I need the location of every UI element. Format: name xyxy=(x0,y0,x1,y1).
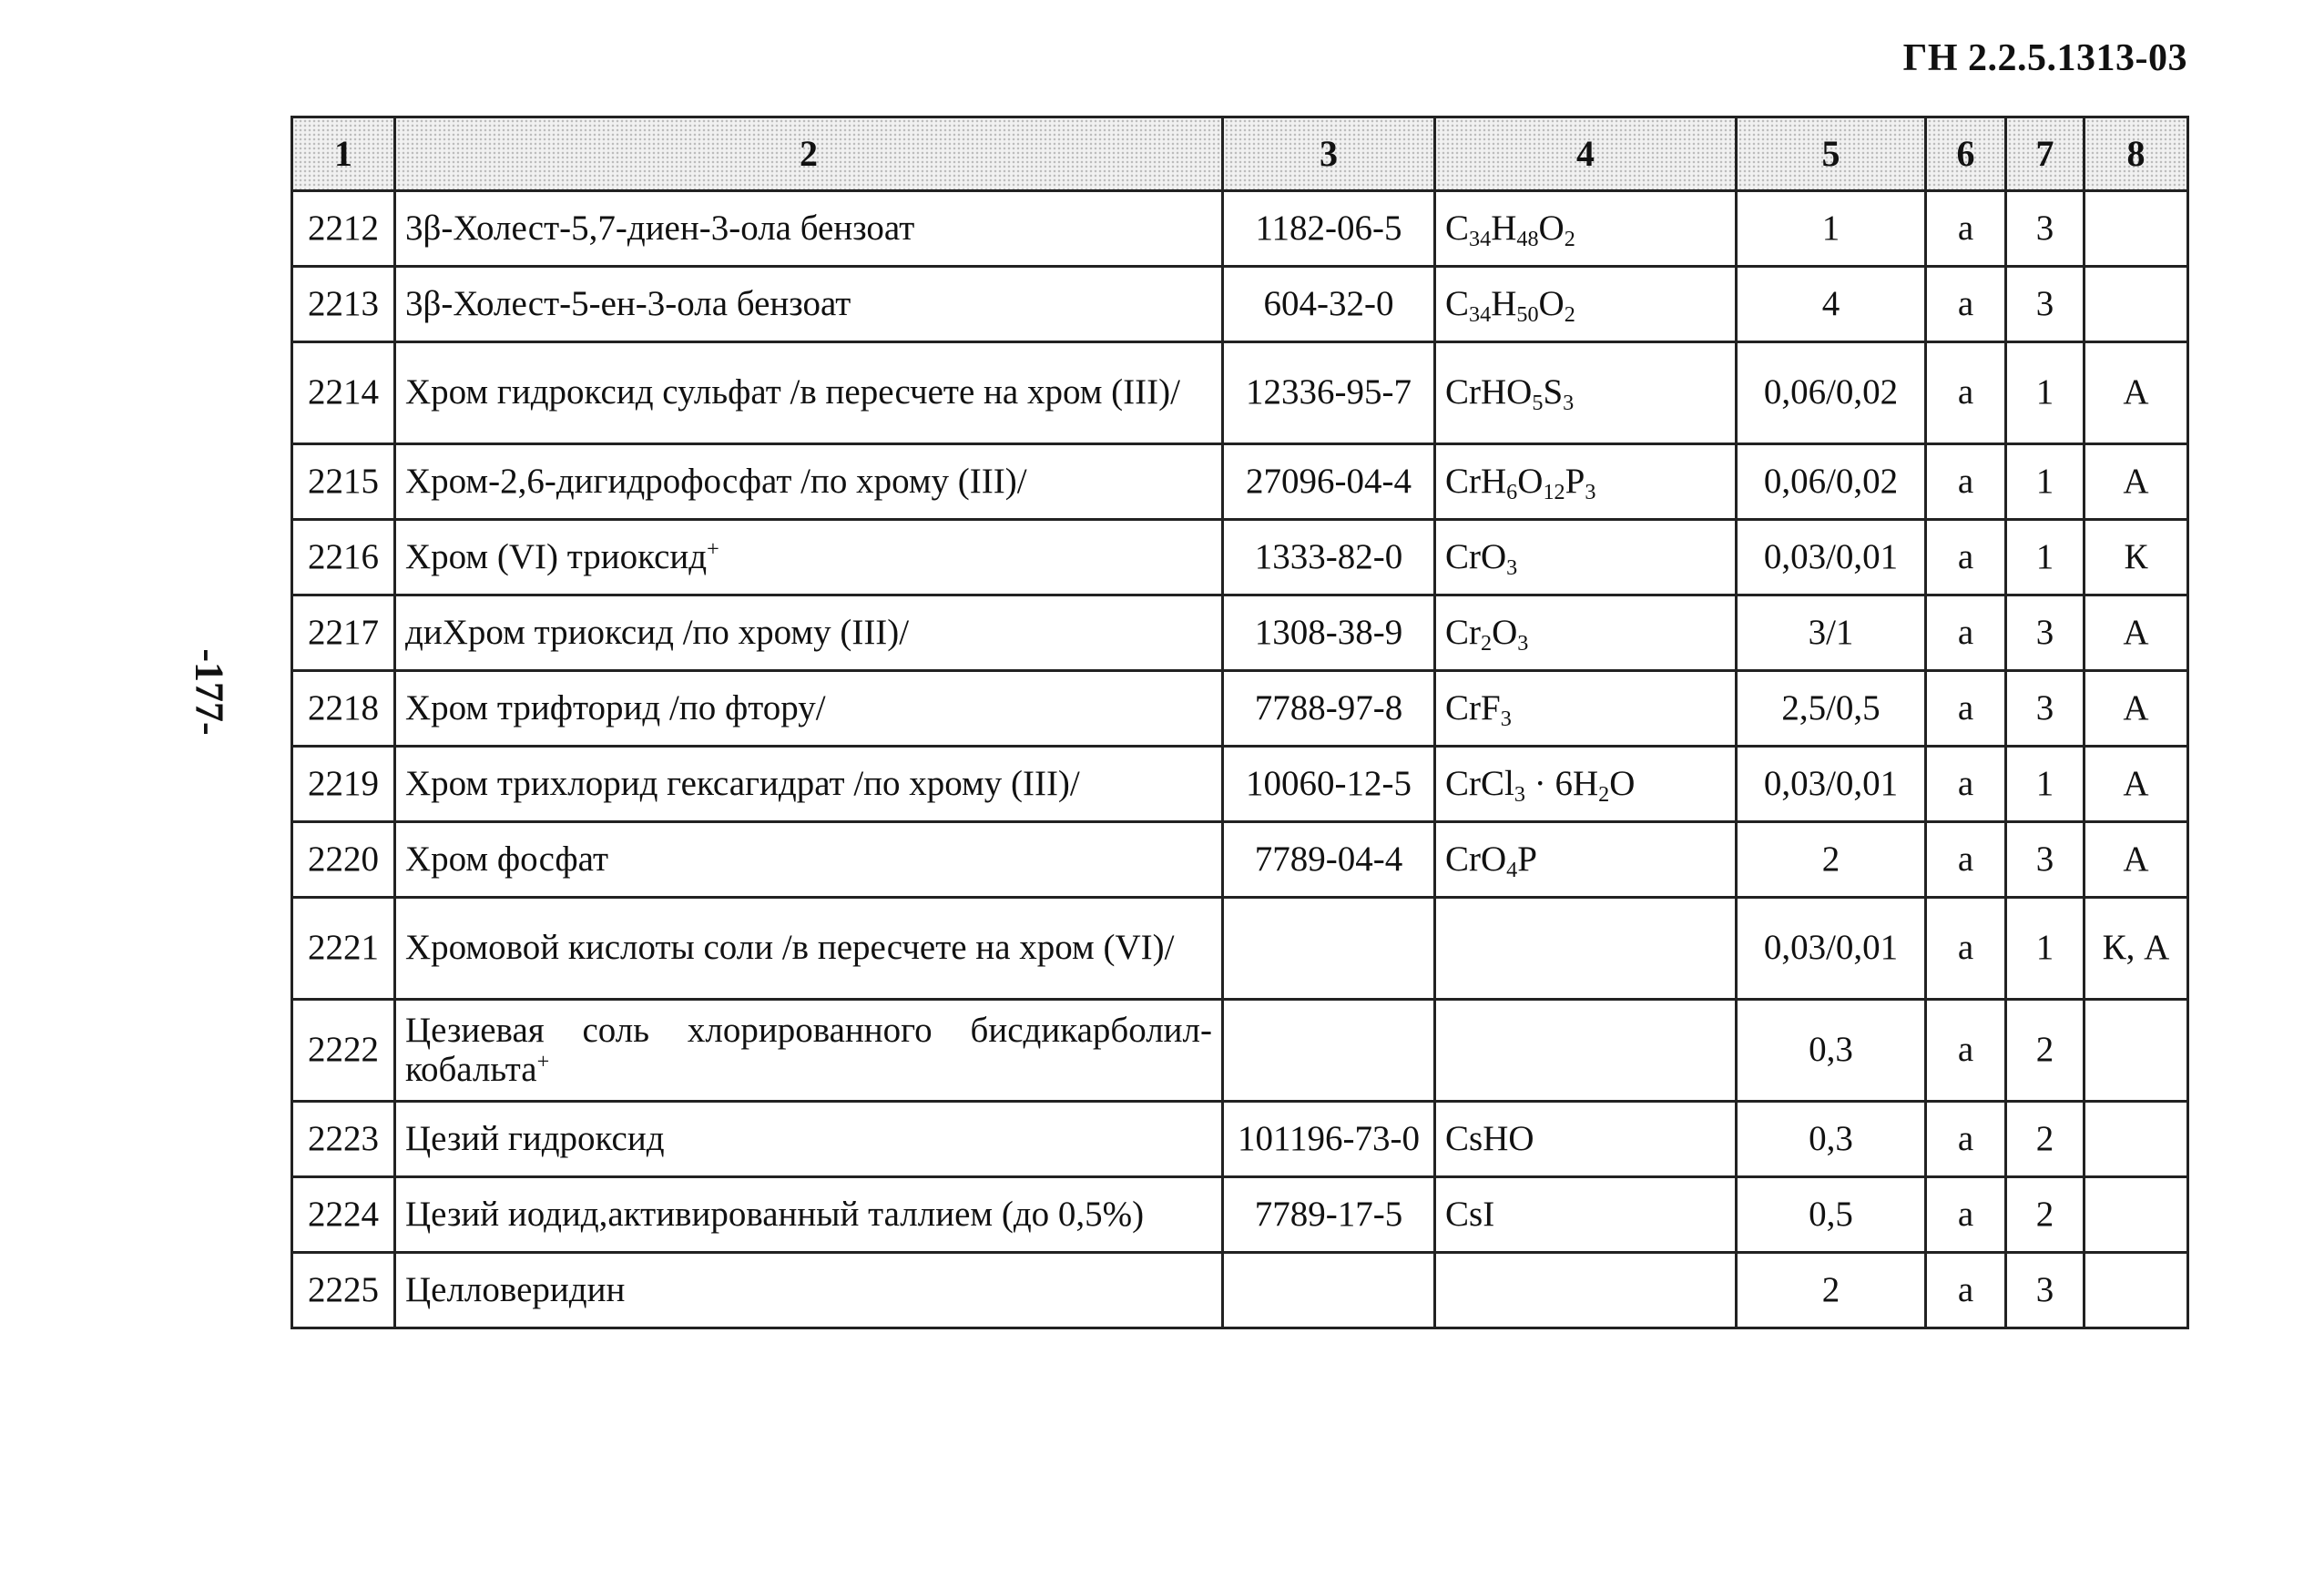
effect-note-cell xyxy=(2084,191,2188,267)
substance-name-cell xyxy=(395,747,1223,822)
limit-value-cell: 0,06/0,02 xyxy=(1737,342,1926,444)
table-row xyxy=(292,822,2188,898)
substance-name-cell xyxy=(395,1102,1223,1177)
effect-note-cell xyxy=(2084,1177,2188,1253)
page-number: -177- xyxy=(187,648,232,736)
formula-subscript: 34 xyxy=(1469,226,1492,251)
formula-part: P xyxy=(1565,461,1585,501)
limit-value-cell: 3/1 xyxy=(1737,595,1926,671)
formula-subscript: 3 xyxy=(1514,781,1525,807)
aggregate-state-cell: а xyxy=(1926,1000,2006,1102)
formula-cell xyxy=(1435,671,1737,747)
table-row xyxy=(292,671,2188,747)
column-header: 7 xyxy=(2006,117,2084,191)
formula-part: H xyxy=(1491,283,1517,323)
hazard-class-cell: 3 xyxy=(2006,822,2084,898)
substance-name: диХром триоксид /по хрому (III)/ xyxy=(405,612,910,652)
effect-note-cell xyxy=(2084,1102,2188,1177)
formula-cell xyxy=(1435,520,1737,595)
formula-subscript: 12 xyxy=(1543,479,1565,504)
effect-note-cell: А xyxy=(2084,822,2188,898)
formula-cell xyxy=(1435,1102,1737,1177)
formula-subscript: 3 xyxy=(1500,706,1512,731)
substance-name: Хромовой кислоты соли /в пересчете на хром (VI)/ xyxy=(405,928,1175,968)
formula-subscript: 6 xyxy=(1506,479,1518,504)
cas-number-cell xyxy=(1223,1253,1435,1328)
formula-cell xyxy=(1435,1000,1737,1102)
substance-name-cell xyxy=(395,822,1223,898)
table-row xyxy=(292,1102,2188,1177)
effect-note-cell: К xyxy=(2084,520,2188,595)
cas-number-cell xyxy=(1223,898,1435,1000)
substance-name: Хром гидроксид сульфат /в пересчете на хром (III)/ xyxy=(405,372,1180,412)
limit-value-cell: 0,3 xyxy=(1737,1102,1926,1177)
formula-cell xyxy=(1435,1177,1737,1253)
cas-number-cell: 27096-04-4 xyxy=(1223,444,1435,520)
hazard-class-cell: 1 xyxy=(2006,444,2084,520)
column-header: 2 xyxy=(395,117,1223,191)
row-number-cell: 2224 xyxy=(292,1177,395,1253)
formula-part: CrHO xyxy=(1445,372,1533,412)
row-number-cell: 2215 xyxy=(292,444,395,520)
hazard-class-cell: 3 xyxy=(2006,1253,2084,1328)
formula-part: C xyxy=(1445,283,1470,323)
substance-name-cell xyxy=(395,1253,1223,1328)
cas-number-cell: 101196-73-0 xyxy=(1223,1102,1435,1177)
substance-name-cell xyxy=(395,191,1223,267)
limit-value-cell: 2,5/0,5 xyxy=(1737,671,1926,747)
row-number-cell: 2221 xyxy=(292,898,395,1000)
effect-note-cell: А xyxy=(2084,671,2188,747)
effect-note-cell: А xyxy=(2084,342,2188,444)
substance-name-cell xyxy=(395,671,1223,747)
row-number-cell: 2223 xyxy=(292,1102,395,1177)
limit-value-cell: 1 xyxy=(1737,191,1926,267)
aggregate-state-cell: а xyxy=(1926,267,2006,342)
formula-part: C xyxy=(1445,208,1470,248)
formula-cell xyxy=(1435,342,1737,444)
hazard-mark: + xyxy=(536,1049,550,1074)
effect-note-cell: К, А xyxy=(2084,898,2188,1000)
row-number-cell: 2222 xyxy=(292,1000,395,1102)
substance-name-cell xyxy=(395,898,1223,1000)
row-number-cell: 2212 xyxy=(292,191,395,267)
limit-value-cell: 4 xyxy=(1737,267,1926,342)
hazard-class-cell: 1 xyxy=(2006,342,2084,444)
substance-name: 3β-Холест-5,7-диен-3-ола бензоат xyxy=(405,208,915,248)
formula-part: O xyxy=(1517,461,1544,501)
formula-subscript: 48 xyxy=(1516,226,1539,251)
hazard-class-cell: 3 xyxy=(2006,595,2084,671)
formula-part: P xyxy=(1517,839,1537,879)
column-header: 3 xyxy=(1223,117,1435,191)
aggregate-state-cell: а xyxy=(1926,520,2006,595)
limit-value-cell: 0,03/0,01 xyxy=(1737,747,1926,822)
effect-note-cell xyxy=(2084,1253,2188,1328)
cas-number-cell: 7789-17-5 xyxy=(1223,1177,1435,1253)
substance-name: Хром (VI) триоксид xyxy=(405,536,708,576)
limit-value-cell: 0,03/0,01 xyxy=(1737,520,1926,595)
substance-name-cell xyxy=(395,444,1223,520)
hazard-class-cell: 3 xyxy=(2006,191,2084,267)
row-number-cell: 2220 xyxy=(292,822,395,898)
table-row xyxy=(292,898,2188,1000)
aggregate-state-cell: а xyxy=(1926,1102,2006,1177)
aggregate-state-cell: а xyxy=(1926,342,2006,444)
cas-number-cell: 10060-12-5 xyxy=(1223,747,1435,822)
aggregate-state-cell: а xyxy=(1926,671,2006,747)
table-header-row xyxy=(292,117,2188,191)
formula-part: Cr xyxy=(1445,612,1481,652)
substances-table xyxy=(290,116,2189,1329)
table-body xyxy=(292,191,2188,1328)
column-header: 6 xyxy=(1926,117,2006,191)
cas-number-cell: 7789-04-4 xyxy=(1223,822,1435,898)
hazard-class-cell: 1 xyxy=(2006,520,2084,595)
substance-name-cell xyxy=(395,1000,1223,1102)
formula-subscript: 4 xyxy=(1506,857,1518,882)
hazard-class-cell: 3 xyxy=(2006,671,2084,747)
formula-part: CrO xyxy=(1445,536,1507,576)
table-row xyxy=(292,191,2188,267)
formula-subscript: 50 xyxy=(1516,301,1539,327)
table-row xyxy=(292,595,2188,671)
formula-part: · 6H xyxy=(1524,763,1599,803)
substance-name: Цезиевая соль хлорированного бисдикарболил-кобальта xyxy=(405,1011,1212,1089)
cas-number-cell xyxy=(1223,1000,1435,1102)
effect-note-cell: А xyxy=(2084,595,2188,671)
cas-number-cell: 1333-82-0 xyxy=(1223,520,1435,595)
formula-subscript: 3 xyxy=(1506,554,1518,580)
row-number-cell: 2218 xyxy=(292,671,395,747)
formula-cell xyxy=(1435,898,1737,1000)
aggregate-state-cell: а xyxy=(1926,595,2006,671)
formula-subscript: 3 xyxy=(1585,479,1596,504)
substance-name: Цезий гидроксид xyxy=(405,1118,665,1158)
formula-part: CsHO xyxy=(1445,1118,1534,1158)
table-row xyxy=(292,1000,2188,1102)
formula-cell xyxy=(1435,822,1737,898)
cas-number-cell: 12336-95-7 xyxy=(1223,342,1435,444)
substance-name-cell xyxy=(395,595,1223,671)
formula-part: CsI xyxy=(1445,1194,1495,1234)
table-row xyxy=(292,342,2188,444)
aggregate-state-cell: а xyxy=(1926,898,2006,1000)
document-code: ГН 2.2.5.1313-03 xyxy=(1902,37,2187,79)
formula-subscript: 2 xyxy=(1598,781,1610,807)
formula-subscript: 5 xyxy=(1532,391,1544,416)
row-number-cell: 2219 xyxy=(292,747,395,822)
cas-number-cell: 1182-06-5 xyxy=(1223,191,1435,267)
cas-number-cell: 1308-38-9 xyxy=(1223,595,1435,671)
formula-cell xyxy=(1435,1253,1737,1328)
substance-name: Хром-2,6-дигидрофосфат /по хрому (III)/ xyxy=(405,461,1027,501)
formula-part: O xyxy=(1609,763,1636,803)
effect-note-cell: А xyxy=(2084,444,2188,520)
cas-number-cell: 604-32-0 xyxy=(1223,267,1435,342)
formula-subscript: 3 xyxy=(1563,391,1575,416)
substance-name: Цезий иодид,активированный таллием (до 0,5%) xyxy=(405,1194,1145,1234)
formula-cell xyxy=(1435,747,1737,822)
substance-name: Хром фосфат xyxy=(405,839,608,879)
formula-subscript: 3 xyxy=(1517,630,1529,656)
formula-part: O xyxy=(1538,208,1565,248)
table-row xyxy=(292,747,2188,822)
column-header: 4 xyxy=(1435,117,1737,191)
row-number-cell: 2214 xyxy=(292,342,395,444)
substance-name-cell xyxy=(395,520,1223,595)
formula-part: O xyxy=(1538,283,1565,323)
substance-name-cell xyxy=(395,267,1223,342)
aggregate-state-cell: а xyxy=(1926,822,2006,898)
formula-cell xyxy=(1435,267,1737,342)
substance-name: 3β-Холест-5-ен-3-ола бензоат xyxy=(405,283,851,323)
table-row xyxy=(292,444,2188,520)
aggregate-state-cell: а xyxy=(1926,191,2006,267)
formula-part: CrF xyxy=(1445,687,1501,727)
effect-note-cell: А xyxy=(2084,747,2188,822)
limit-value-cell: 2 xyxy=(1737,1253,1926,1328)
row-number-cell: 2217 xyxy=(292,595,395,671)
hazard-class-cell: 2 xyxy=(2006,1102,2084,1177)
substance-name-cell xyxy=(395,342,1223,444)
formula-part: S xyxy=(1543,372,1564,412)
row-number-cell: 2213 xyxy=(292,267,395,342)
limit-value-cell: 2 xyxy=(1737,822,1926,898)
table-row xyxy=(292,520,2188,595)
table-row xyxy=(292,267,2188,342)
formula-cell xyxy=(1435,191,1737,267)
hazard-class-cell: 1 xyxy=(2006,898,2084,1000)
limit-value-cell: 0,5 xyxy=(1737,1177,1926,1253)
formula-part: H xyxy=(1491,208,1517,248)
substance-name-cell xyxy=(395,1177,1223,1253)
substance-name: Хром трифторид /по фтору/ xyxy=(405,687,826,727)
hazard-class-cell: 1 xyxy=(2006,747,2084,822)
effect-note-cell xyxy=(2084,1000,2188,1102)
aggregate-state-cell: а xyxy=(1926,1177,2006,1253)
aggregate-state-cell: а xyxy=(1926,1253,2006,1328)
formula-subscript: 2 xyxy=(1564,226,1575,251)
hazard-mark: + xyxy=(707,536,719,562)
column-header: 8 xyxy=(2084,117,2188,191)
formula-cell xyxy=(1435,595,1737,671)
formula-subscript: 2 xyxy=(1564,301,1575,327)
cas-number-cell: 7788-97-8 xyxy=(1223,671,1435,747)
formula-part: O xyxy=(1492,612,1518,652)
column-header: 5 xyxy=(1737,117,1926,191)
formula-part: CrO xyxy=(1445,839,1507,879)
formula-cell xyxy=(1435,444,1737,520)
limit-value-cell: 0,3 xyxy=(1737,1000,1926,1102)
formula-subscript: 34 xyxy=(1469,301,1492,327)
limit-value-cell: 0,03/0,01 xyxy=(1737,898,1926,1000)
formula-subscript: 2 xyxy=(1481,630,1493,656)
hazard-class-cell: 3 xyxy=(2006,267,2084,342)
table-row xyxy=(292,1253,2188,1328)
effect-note-cell xyxy=(2084,267,2188,342)
limit-value-cell: 0,06/0,02 xyxy=(1737,444,1926,520)
formula-part: CrCl xyxy=(1445,763,1514,803)
formula-part: CrH xyxy=(1445,461,1507,501)
hazard-class-cell: 2 xyxy=(2006,1177,2084,1253)
column-header: 1 xyxy=(292,117,395,191)
table-row xyxy=(292,1177,2188,1253)
substance-name: Хром трихлорид гексагидрат /по хрому (III)/ xyxy=(405,763,1080,803)
row-number-cell: 2225 xyxy=(292,1253,395,1328)
substance-name: Целловеридин xyxy=(405,1269,626,1309)
row-number-cell: 2216 xyxy=(292,520,395,595)
aggregate-state-cell: а xyxy=(1926,444,2006,520)
hazard-class-cell: 2 xyxy=(2006,1000,2084,1102)
aggregate-state-cell: а xyxy=(1926,747,2006,822)
